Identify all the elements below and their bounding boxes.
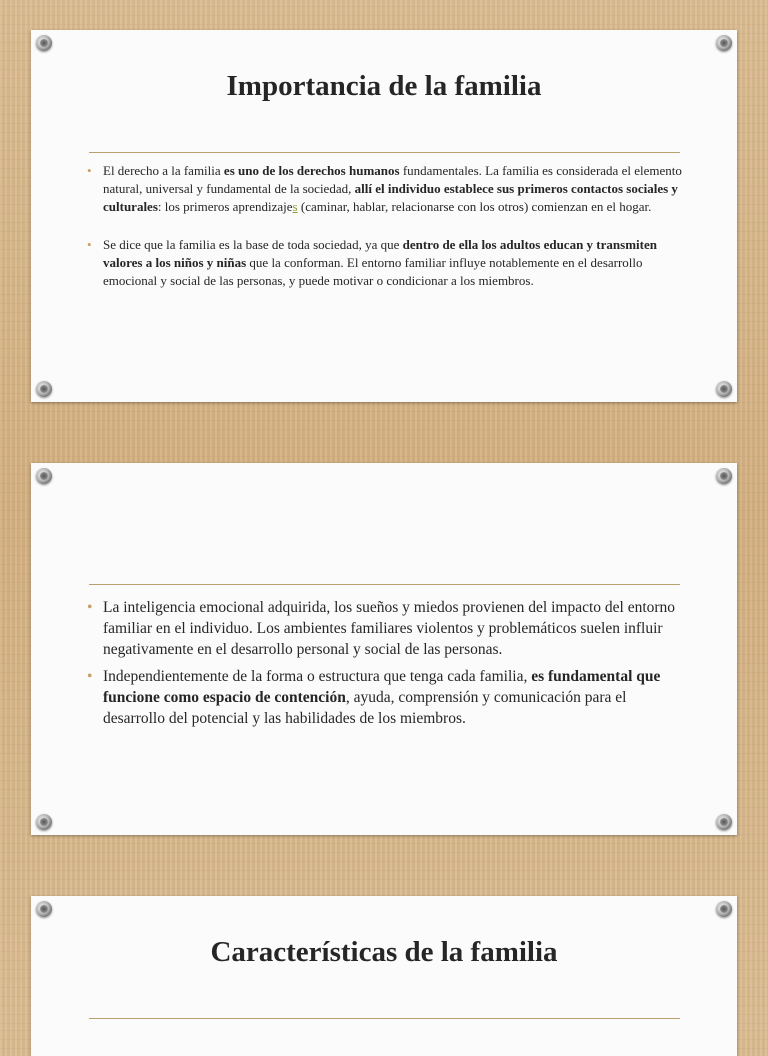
pin-icon: [36, 35, 52, 51]
pin-icon: [716, 381, 732, 397]
bullet-list: [87, 597, 687, 735]
pin-icon: [716, 901, 732, 917]
bullet-item: [87, 236, 687, 290]
body-text: Independientemente de la forma o estructura que tenga cada familia,: [103, 668, 532, 685]
body-text: (caminar, hablar, relacionarse con los otros) comienzan en el hogar.: [297, 199, 652, 214]
title-divider: [89, 152, 680, 153]
bold-text: es uno de los derechos humanos: [223, 163, 400, 178]
bold-text: es fundamental que funcione como espacio de contención: [103, 668, 661, 706]
pin-icon: [36, 468, 52, 484]
title-divider: [89, 1018, 680, 1019]
pin-icon: [36, 901, 52, 917]
body-text: que la conforman. El entorno familiar influye notablemente en el desarrollo emocional y social de las personas, y puede motivar o condicionar a los miembros.: [103, 255, 643, 288]
slide-3: [31, 896, 737, 1056]
bullet-icon: •: [87, 237, 92, 252]
bold-text: allí el individuo establece sus primeros contactos sociales y culturales: [103, 181, 678, 214]
body-text: : los primeros aprendizaje: [157, 199, 293, 214]
bullet-icon: •: [87, 163, 92, 178]
bullet-icon: •: [87, 668, 93, 685]
bullet-list: [87, 162, 687, 310]
bullet-item: [87, 597, 687, 660]
pin-icon: [716, 35, 732, 51]
body-text: El derecho a la familia: [103, 163, 224, 178]
bullet-item: [87, 162, 687, 216]
bold-text: dentro de ella los adultos educan y transmiten valores a los niños y niñas: [103, 237, 657, 270]
body-text: Se dice que la familia es la base de toda sociedad, ya que: [103, 237, 403, 252]
bullet-icon: •: [87, 599, 93, 616]
pin-icon: [716, 814, 732, 830]
body-text: La inteligencia emocional adquirida, los sueños y miedos provienen del impacto del entorno familiar en el individuo. Los ambientes familiares violentos y problemáticos suelen influir negativamente en el desarrollo personal y social de las personas.: [103, 599, 676, 658]
slide-title: Importancia de la familia: [226, 70, 542, 102]
slide-1: [31, 30, 737, 402]
pin-icon: [36, 814, 52, 830]
body-text: , ayuda, comprensión y comunicación para el desarrollo del potencial y las habilidades de los miembros.: [103, 689, 627, 727]
pin-icon: [36, 381, 52, 397]
pin-icon: [716, 468, 732, 484]
body-text: fundamentales. La familia es considerada el elemento natural, universal y fundamental de la sociedad,: [103, 163, 682, 196]
title-divider: [89, 584, 680, 585]
link-text[interactable]: s: [292, 199, 298, 214]
slide-title: Características de la familia: [210, 936, 558, 968]
bullet-item: [87, 666, 687, 729]
slide-2: [31, 463, 737, 835]
